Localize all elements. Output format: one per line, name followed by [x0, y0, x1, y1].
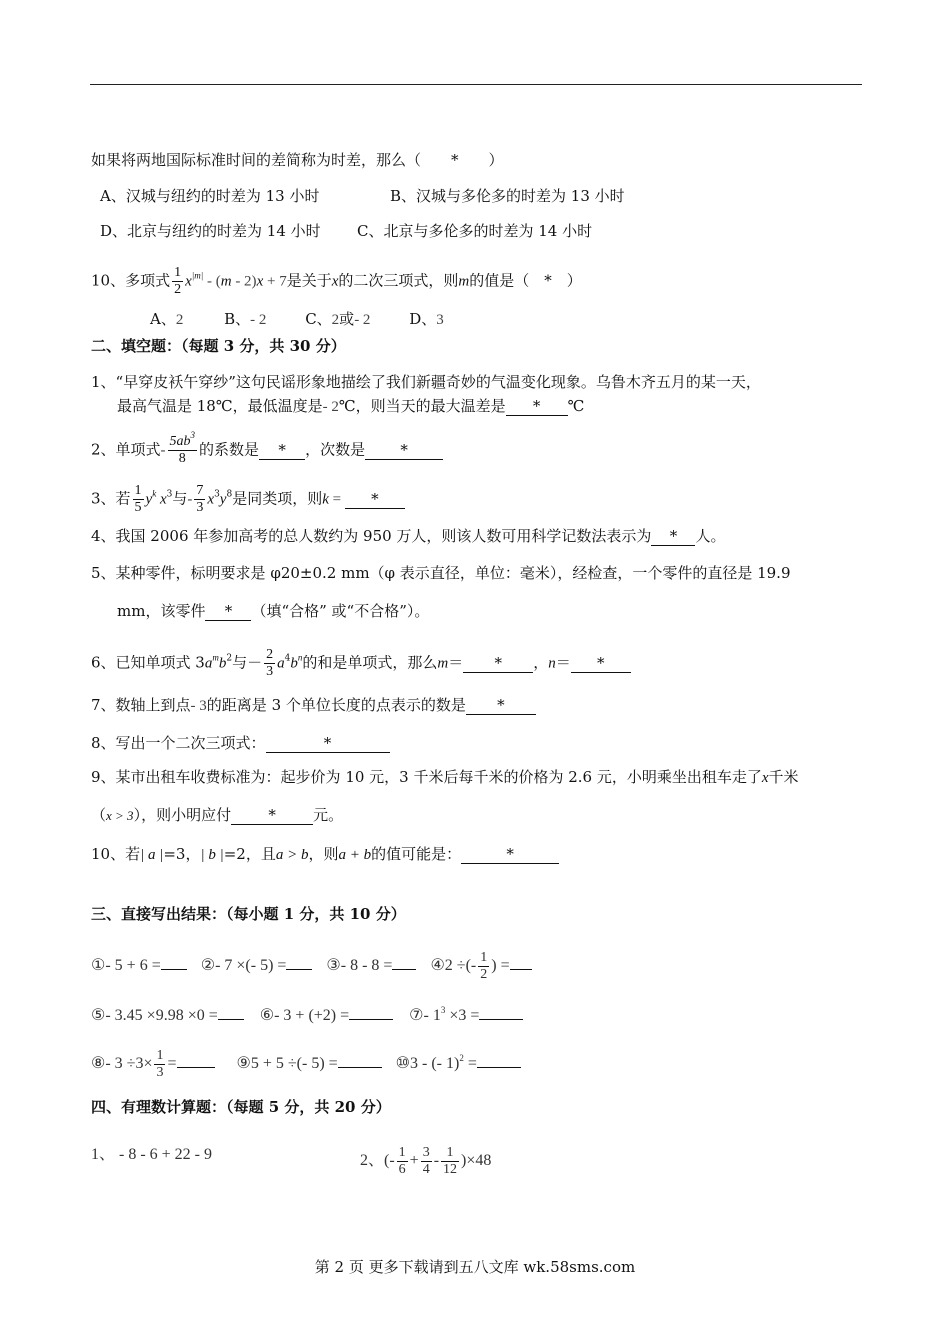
calc-1: ①- 5 + 6 = [91, 957, 161, 975]
fill-2-denominator: 8 [178, 451, 186, 466]
fill-10-text-b: ，则 [308, 845, 339, 863]
q10-option-c-value2: - 2 [354, 312, 371, 328]
fill-9-line1 [91, 767, 799, 788]
fill-6-eq-2: ＝ [555, 653, 571, 672]
calc-8-a: ⑧- 3 ÷3× [91, 1055, 153, 1073]
calc-7-a: ⑦- 1 [409, 1007, 441, 1024]
q10-text2: 的二次三项式，则 [338, 271, 459, 290]
fill-6-text-c: 的和是单项式，那么 [302, 653, 438, 672]
calc-4-fraction: $\frac{1}{2}$ [480, 950, 488, 982]
fill-10-compare: a > b [275, 847, 309, 863]
fill-10-eq-2: =2，且 [223, 845, 276, 863]
fill-5-text-b: （填“合格” 或“不合格”）。 [251, 602, 430, 620]
calc-3-blank[interactable] [392, 951, 416, 970]
fill-3-text-b: 与 [172, 489, 188, 508]
calc-10-a: ⑩3 - (- 1) [395, 1055, 460, 1073]
fill-10-sum: a + b [338, 847, 372, 863]
calc-4-blank[interactable] [510, 951, 532, 970]
fill-5-text-a: mm，该零件 [117, 602, 206, 620]
calc-4-b: ) = [491, 957, 510, 975]
q10-options [150, 309, 444, 330]
fill-6-blank-1[interactable]: * [463, 654, 533, 673]
q10-text3: 的值是（ * ） [469, 271, 582, 290]
q10-option-c-value1: 2 [331, 312, 340, 328]
q10-line: 10、多项式 $\frac{1}{2}$ $x^{|m|} - (m - 2)x + 7$是关于x的二次三项式，则m的值是（ * ） [91, 265, 582, 297]
q10-option-c-or: 或 [339, 310, 355, 328]
fill-7-point: - 3 [190, 698, 207, 714]
fill-2-numerator: 5ab [169, 434, 191, 449]
calc-7-b: ×3 = [445, 1007, 480, 1024]
fill-9-condition: x > 3 [106, 808, 134, 823]
fill-7-text-a: 7、数轴上到点 [91, 696, 191, 714]
q9-option-a: A、汉城与纽约的时差为 13 小时 [100, 187, 320, 205]
fill-5-line2 [117, 601, 429, 621]
fill-4-text: 4、我国 2006 年参加高考的总人数约为 950 万人，则该人数可用科学记数法表示为 [91, 527, 652, 545]
header-rule [90, 84, 862, 85]
section-4-title: 四、有理数计算题：（每题 5 分，共 20 分） [91, 1098, 391, 1116]
fill-10-text-c: 的值可能是： [371, 845, 462, 863]
calc-10-blank[interactable] [477, 1049, 521, 1068]
q10-prefix: 10、多项式 [91, 271, 171, 290]
q10-option-b-label: B、 [224, 310, 251, 328]
fill-3-blank[interactable]: * [345, 490, 405, 509]
fill-9-line2 [91, 805, 343, 826]
fill-9-text-b: 千米 [768, 768, 799, 786]
fill-3-fraction-2: $\frac{7}{3}$ [196, 483, 204, 515]
problem-2-fraction-1: $\frac{1}{6}$ [398, 1145, 406, 1177]
fill-1-blank[interactable]: * [506, 397, 568, 416]
fill-9-text-c: ），则小明应付 [133, 806, 232, 824]
calc-2: ②- 7 ×(- 5) = [200, 957, 287, 975]
fill-1-line1: 1、“早穿皮袄午穿纱”这句民谣形象地描绘了我们新疆奇妙的气温变化现象。乌鲁木齐五月的某一天， [91, 373, 761, 391]
calc-9: ⑨5 + 5 ÷(- 5) = [236, 1055, 338, 1073]
fill-6-blank-2[interactable]: * [571, 654, 631, 673]
page-footer: 第 2 页 更多下载请到五八文库 wk.58sms.com [314, 1258, 636, 1276]
fill-6-line: 6、已知单项式 $3a^mb^2$与－ $\frac{2}{3}$ $a^4b^n$的和是单项式，那么m＝ * ，n＝ * [91, 647, 631, 680]
calc-3: ③- 8 - 8 = [326, 957, 393, 975]
q10-option-b-value: - 2 [250, 312, 267, 328]
fill-6-text-b: 与－ [232, 653, 263, 672]
fill-2-neg-sign: - [160, 442, 166, 459]
q10-suffix: 是关于 [286, 271, 332, 290]
fill-4-unit: 人。 [695, 527, 726, 545]
fill-1-text-c: ℃，则当天的最大温差是 [338, 397, 506, 415]
fill-3-fraction-1: $\frac{1}{5}$ [134, 483, 142, 515]
fill-3-eq: = [328, 491, 345, 508]
fill-2-text-a: 2、单项式 [91, 440, 161, 459]
problem-2-fraction-3: $\frac{1}{12}$ [443, 1145, 458, 1177]
calc-row-3: ⑧- 3 ÷3× $\frac{1}{3}$ = ⑨5 + 5 ÷(- 5) = ⑩3 - (- 1)$^2$ = [91, 1048, 521, 1081]
fill-9-blank[interactable]: * [231, 806, 313, 825]
fill-3-line: 3、若 $\frac{1}{5}$ $y^k$ $x^3$与- $\frac{7}{3}$ $x^3y^8$是同类项，则k = * [91, 483, 405, 516]
calc-6: ⑥- 3 + (+2) = [259, 1007, 350, 1024]
fill-6-var-m: m [437, 655, 449, 672]
fill-8-blank[interactable]: * [266, 734, 390, 753]
fill-6-fraction: $\frac{2}{3}$ [266, 647, 274, 679]
fill-10-line [91, 844, 559, 865]
fill-9-text-a: 9、某市出租车收费标准为：起步价为 10 元，3 千米后每千米的价格为 2.6 元，小明乘坐出租车走了 [91, 768, 762, 786]
calc-8-blank[interactable] [177, 1049, 215, 1068]
calc-4-a: ④2 ÷(- [430, 957, 477, 975]
q10-var-x: x [331, 273, 339, 290]
fill-7-line [91, 695, 536, 716]
calc-8-fraction: $\frac{1}{3}$ [156, 1048, 164, 1080]
problem-2-plus: + [409, 1152, 419, 1170]
fill-2-text-c: ，次数是 [305, 440, 366, 459]
calc-1-blank[interactable] [161, 951, 187, 970]
fill-3-var-k: k [322, 491, 329, 508]
q10-option-d-label: D、 [409, 310, 437, 328]
calc-5: ⑤- 3.45 ×9.98 ×0 = [91, 1007, 218, 1024]
q10-half-fraction: $\frac{1}{2}$ [174, 265, 182, 297]
fill-9-var-x: x [761, 770, 769, 786]
section-2-title: 二、填空题：（每题 3 分，共 30 分） [91, 337, 346, 355]
calc-2-blank[interactable] [286, 951, 312, 970]
fill-9-paren-open: （ [91, 806, 107, 824]
calc-row-2: ⑤- 3.45 ×9.98 ×0 = ⑥- 3 + (+2) = ⑦- $1^3 \times 3$ = [91, 1001, 523, 1026]
q10-option-a-label: A、 [150, 310, 176, 328]
calc-9-blank[interactable] [338, 1049, 382, 1068]
calc-10-b: = [463, 1055, 477, 1073]
problem-2-a: 2、(- [360, 1152, 395, 1170]
q9-option-b: B、汉城与多伦多的时差为 13 小时 [390, 187, 625, 205]
fill-4-line [91, 526, 725, 546]
q10-option-c-label: C、 [305, 310, 332, 328]
calc-8-b: = [167, 1055, 177, 1073]
fill-7-blank[interactable]: * [466, 696, 536, 715]
q10-option-a-value: 2 [175, 312, 184, 328]
q9-option-d: D、北京与纽约的时差为 14 小时 [100, 222, 321, 240]
fill-6-text-a: 6、已知单项式 3 [91, 653, 205, 672]
fill-8-text: 8、写出一个二次三项式： [91, 734, 266, 752]
fill-10-abs-a: | a | [140, 847, 164, 863]
fill-5-blank[interactable]: * [205, 602, 251, 621]
fill-8-line [91, 733, 390, 753]
fill-3-text-c: 是同类项，则 [232, 489, 323, 508]
q10-var-m: m [458, 273, 470, 290]
fill-6-eq-1: ＝ [448, 653, 464, 672]
fill-9-unit: 元。 [313, 806, 344, 824]
fill-10-abs-b: | b | [200, 847, 224, 863]
fill-5-line1: 5、某种零件，标明要求是 φ20±0.2 mm（φ 表示直径，单位：毫米），经检查，一个零件的直径是 19.9 [91, 564, 791, 582]
problem-2-minus: - [433, 1152, 440, 1170]
fill-3-text-a: 3、若 [91, 489, 131, 508]
fill-1-line2 [117, 396, 584, 417]
calc-6-blank[interactable] [349, 1001, 393, 1020]
problem-2 [360, 1145, 491, 1178]
fill-2-blank-2[interactable]: * [365, 441, 443, 460]
q9-intro: 如果将两地国际标准时间的差简称为时差，那么（ * ） [91, 151, 504, 169]
fill-6-var-n: n [548, 655, 556, 672]
q9-option-c: C、北京与多伦多的时差为 14 小时 [357, 222, 593, 240]
problem-2-fraction-2: $\frac{3}{4}$ [422, 1145, 430, 1177]
calc-5-blank[interactable] [218, 1001, 244, 1020]
calc-7-blank[interactable] [479, 1001, 523, 1020]
fill-10-blank[interactable]: * [461, 845, 559, 864]
fill-2-fraction: $\frac{5ab^3}{8}$ [169, 430, 196, 466]
fill-10-text-a: 10、若 [91, 845, 141, 863]
problem-2-d: )×48 [461, 1152, 492, 1170]
fill-2-text-b: 的系数是 [199, 440, 260, 459]
section-3-title: 三、直接写出结果：（每小题 1 分，共 10 分） [91, 905, 406, 923]
q10-option-d-value: 3 [436, 312, 444, 328]
fill-1-text-a: 最高气温是 18℃，最低温度是 [117, 397, 323, 415]
fill-4-blank[interactable]: * [651, 527, 695, 546]
fill-10-eq-1: =3， [163, 845, 201, 863]
fill-1-min-temp: - 2 [322, 399, 339, 415]
fill-7-text-b: 的距离是 3 个单位长度的点表示的数是 [206, 696, 466, 714]
problem-1: 1、 - 8 - 6 + 22 - 9 [91, 1146, 213, 1163]
calc-row-1 [91, 950, 532, 983]
fill-2-blank-1[interactable]: * [259, 441, 305, 460]
fill-1-unit: ℃ [567, 397, 585, 415]
fill-2-line [91, 430, 443, 467]
